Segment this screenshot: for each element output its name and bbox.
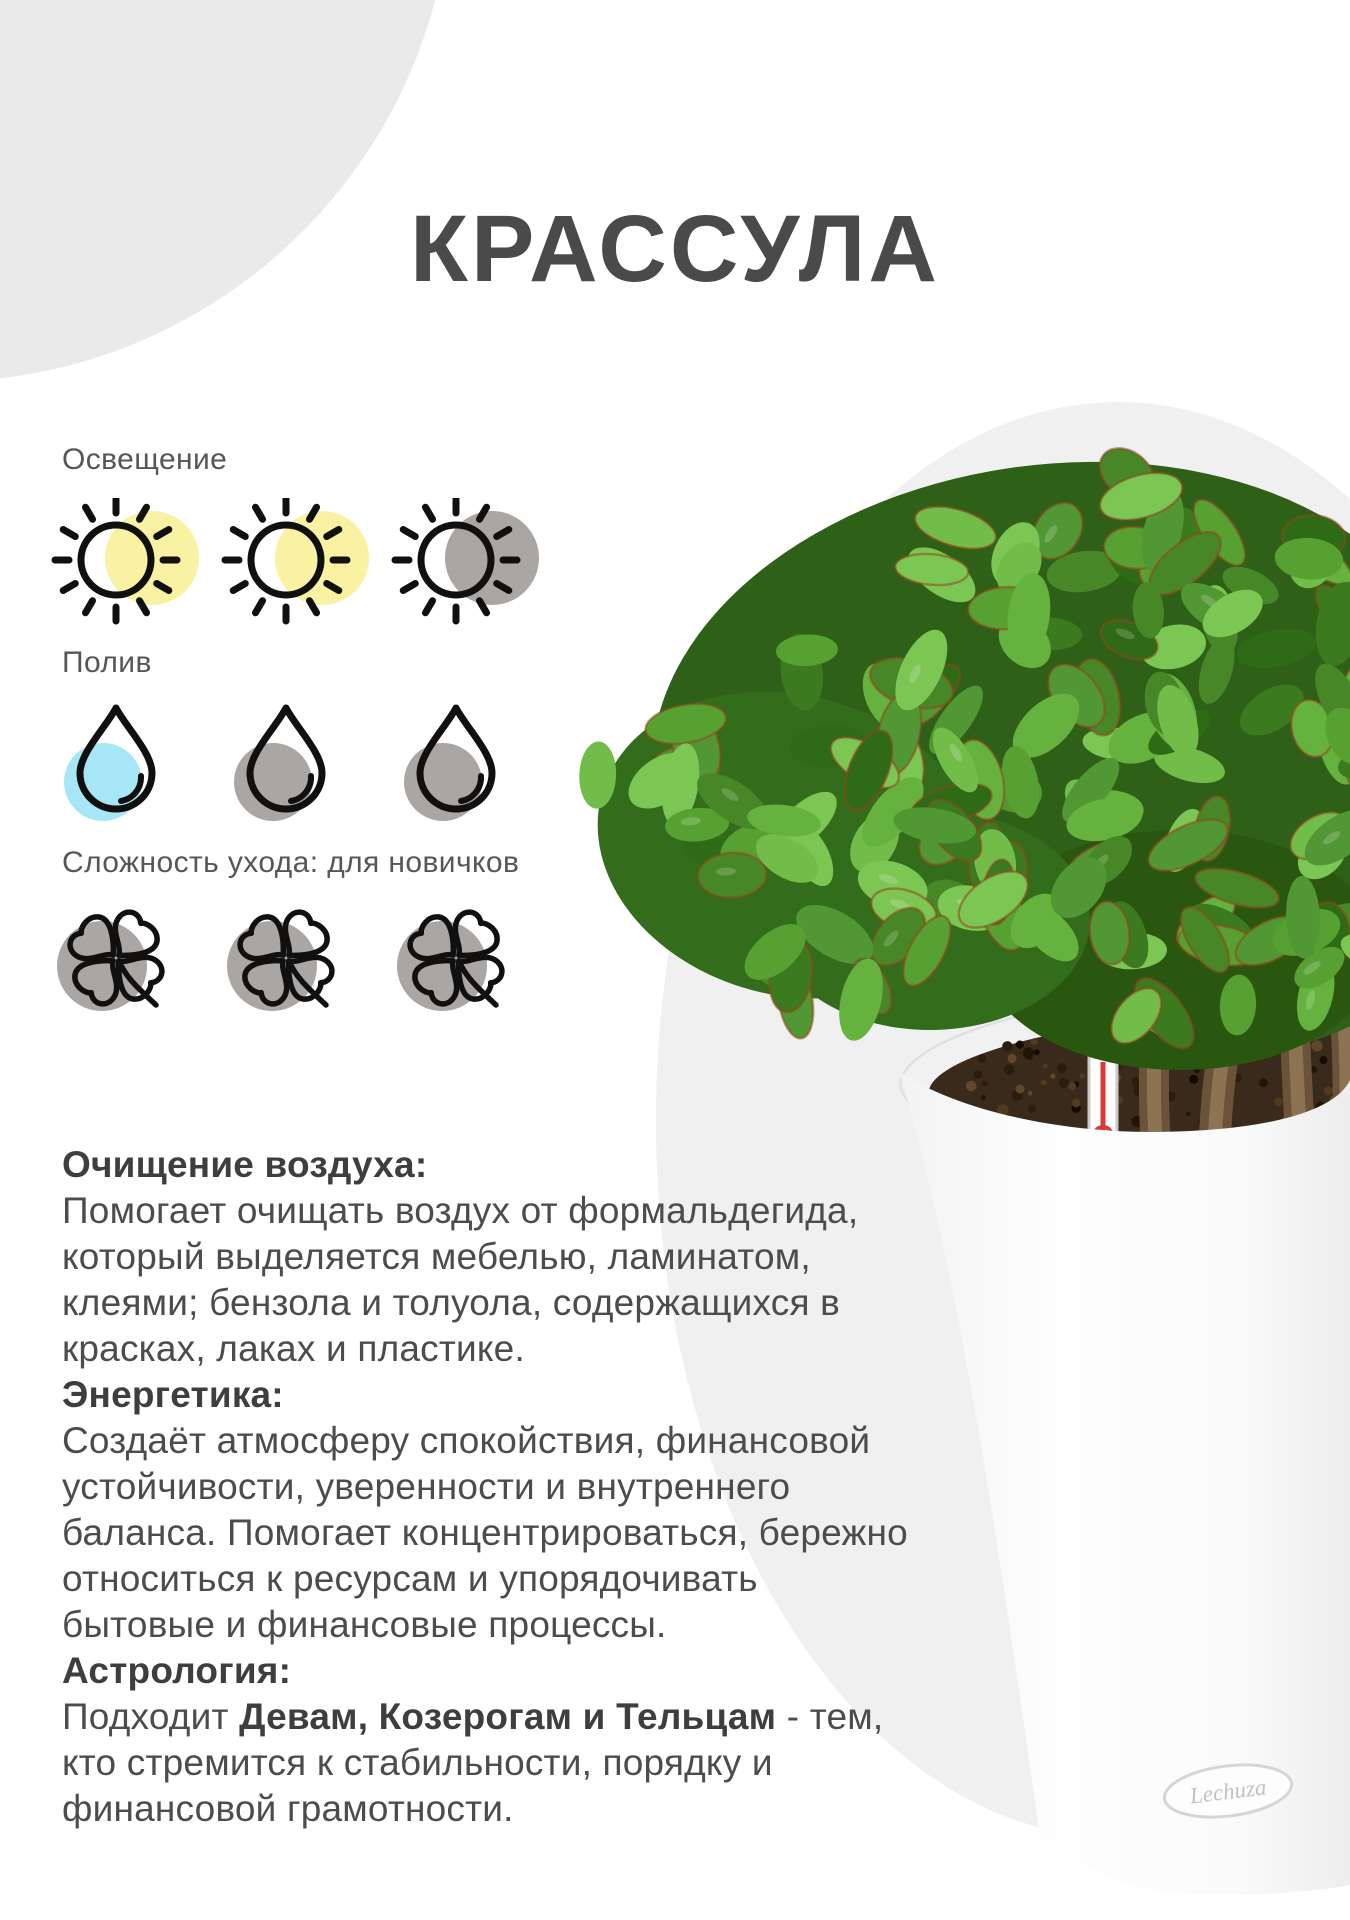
section-heading: Астрология: (62, 1650, 292, 1691)
description-section (62, 1648, 918, 1832)
clover-icon (57, 906, 168, 1011)
difficulty-icon-row (0, 893, 1350, 1021)
section-text-segment: Девам, Козерогам и Тельцам (239, 1696, 777, 1737)
plant-description (62, 1142, 918, 1832)
clover-icon (397, 906, 508, 1011)
lighting-icon-row (0, 498, 1350, 632)
description-section (62, 1372, 918, 1648)
sun-icon (55, 499, 199, 621)
water-drop-icon (64, 708, 152, 821)
section-text-segment: - тем, кто стремится к стабильности, порядку и финансовой грамотности. (62, 1696, 884, 1829)
water-drop-icon (234, 708, 322, 821)
clover-icon (227, 906, 338, 1011)
section-text-segment: Создаёт атмосферу спокойствия, финансовой устойчивости, уверенности и внутреннего баланса. Помогает концентрироваться, бережно относиться к ресурсам и упорядочивать бытовые и финансовые процессы. (62, 1420, 908, 1645)
section-heading: Энергетика: (62, 1374, 284, 1415)
sun-icon (395, 499, 539, 621)
lighting-label: Освещение (62, 443, 228, 476)
section-text-segment: Подходит (62, 1696, 240, 1737)
watering-icon-row (0, 695, 1350, 823)
description-section (62, 1142, 918, 1372)
section-heading: Очищение воздуха: (62, 1144, 428, 1185)
sun-icon (225, 499, 369, 621)
section-text-segment: Помогает очищать воздух от формальдегида, который выделяется мебелью, ламинатом, клеями; бензола и толуола, содержащихся в красках, лаках и пластике. (62, 1190, 859, 1369)
page-title: КРАССУЛА (410, 196, 940, 302)
difficulty-label: Сложность ухода: для новичков (62, 846, 520, 879)
watering-label: Полив (62, 646, 152, 679)
pot-logo-text: Lechuza (1188, 1774, 1268, 1809)
water-drop-icon (404, 708, 492, 821)
